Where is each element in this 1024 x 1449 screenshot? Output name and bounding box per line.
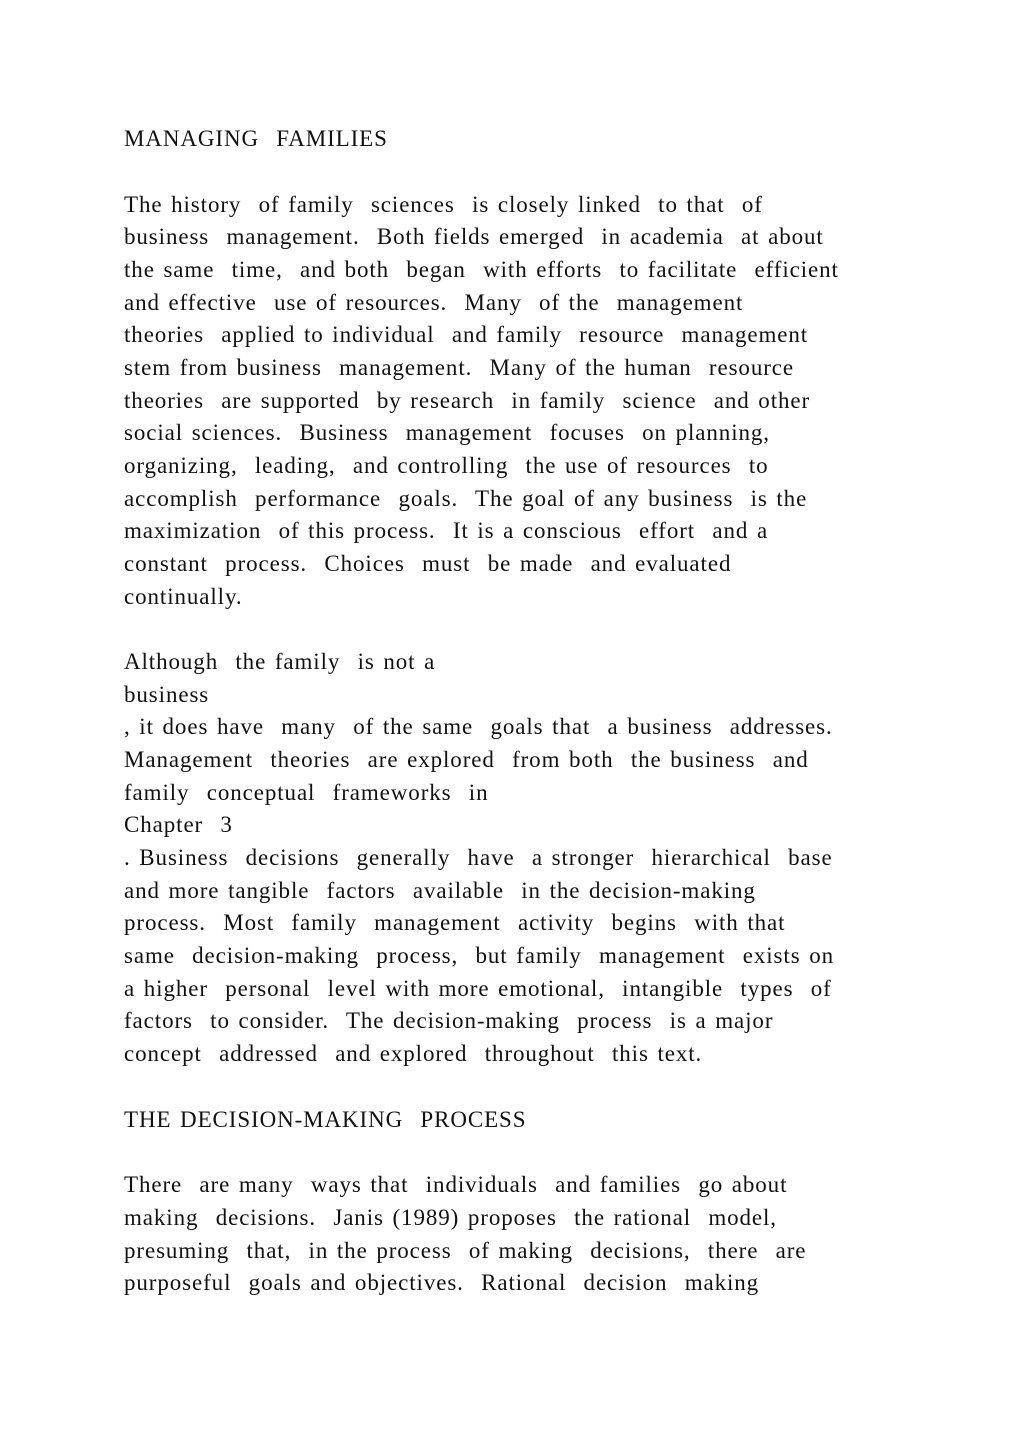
text-line: accomplish performance goals. The goal of any business is the xyxy=(124,486,808,511)
text-line: making decisions. Janis (1989) proposes the rational model, xyxy=(124,1205,777,1230)
text-line: maximization of this process. It is a conscious effort and a xyxy=(124,518,769,543)
text-line: continually. xyxy=(124,584,243,609)
text-line: and more tangible factors available in the decision-making xyxy=(124,878,756,903)
text-line: a higher personal level with more emotional, intangible types of xyxy=(124,976,832,1001)
text-line: family conceptual frameworks in xyxy=(124,780,489,805)
text-line: Chapter 3 xyxy=(124,812,233,837)
text-line: concept addressed and explored throughout this text. xyxy=(124,1041,703,1066)
text-line: presuming that, in the process of making decisions, there are xyxy=(124,1238,807,1263)
text-line: the same time, and both began with efforts to facilitate efficient xyxy=(124,257,839,282)
text-line: theories are supported by research in family science and other xyxy=(124,388,811,413)
text-line: organizing, leading, and controlling the use of resources to xyxy=(124,453,769,478)
text-line: theories applied to individual and family resource management xyxy=(124,322,809,347)
text-line: social sciences. Business management focuses on planning, xyxy=(124,420,770,445)
text-line: and effective use of resources. Many of the management xyxy=(124,290,744,315)
text-line: business management. Both fields emerged in academia at about xyxy=(124,224,824,249)
text-line: There are many ways that individuals and families go about xyxy=(124,1172,788,1197)
text-line: process. Most family management activity begins with that xyxy=(124,910,786,935)
text-line: , it does have many of the same goals that a business addresses. xyxy=(124,714,833,739)
text-line: The history of family sciences is closely linked to that of xyxy=(124,192,763,217)
text-line: business xyxy=(124,682,210,707)
text-line: Management theories are explored from both the business and xyxy=(124,747,809,772)
text-line: . Business decisions generally have a stronger hierarchical base xyxy=(124,845,833,870)
text-line: constant process. Choices must be made and evaluated xyxy=(124,551,732,576)
text-line: Although the family is not a xyxy=(124,649,436,674)
text-line: purposeful goals and objectives. Rational decision making xyxy=(124,1270,760,1295)
section-heading-managing-families: MANAGING FAMILIES xyxy=(124,126,388,151)
section-heading-decision-making: THE DECISION-MAKING PROCESS xyxy=(124,1107,527,1132)
text-line: factors to consider. The decision-making process is a major xyxy=(124,1008,774,1033)
text-line: same decision-making process, but family management exists on xyxy=(124,943,835,968)
text-line: stem from business management. Many of the human resource xyxy=(124,355,795,380)
